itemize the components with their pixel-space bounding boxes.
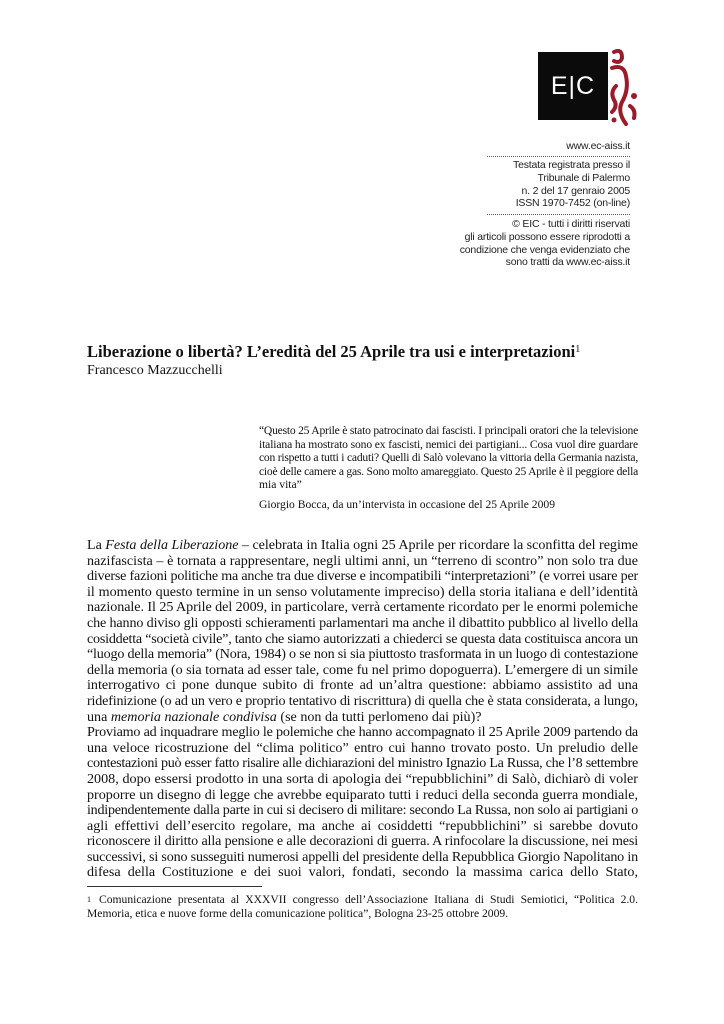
text-segment: proporre un disegno di legge che avrebbe equiparato tutti i reduci della seconda guerra mondiale,	[87, 786, 638, 803]
text-line	[87, 756, 638, 772]
text-segment: contestazioni può esser fatto risalire alle dichiarazioni del ministro Ignazio La Russa, che l’8 settembre	[87, 755, 638, 772]
text-segment: La	[87, 537, 106, 553]
italic-text: Festa della Liberazione	[105, 537, 239, 553]
text-segment: indipendentemente dalla parte in cui si decisero di militare: secondo La Russa, non solo ai partigiani o	[87, 802, 638, 819]
text-segment: nazifascista – è tornata a rappresentare, negli ultimi anni, un “terreno di scontro” non solo tra due	[87, 552, 638, 569]
text-segment: cosiddetta “società civile”, tanto che siamo autorizzati a chiederci se questa data costituisca ancora un	[87, 630, 638, 647]
epigraph-quote	[259, 424, 638, 492]
text-segment: successivi, si sono susseguiti numerosi appelli del presidente della Repubblica Giorgio Napolitano in	[87, 848, 638, 865]
quote-line: mia vita”	[259, 478, 302, 491]
article-title	[87, 342, 580, 361]
text-segment: ridefinizione (o ad un vero e proprio tentativo di riscrittura) di quella che è stata considerata, a lungo,	[87, 692, 638, 709]
footnote-line: Memoria, etica e nuove forme della comunicazione politica”, Bologna 23-25 ottobre 2009.	[87, 907, 509, 921]
text-segment: Proviamo ad inquadrare meglio le polemiche che hanno accompagnato il 25 Aprile 2009 partendo da	[87, 724, 638, 741]
text-segment: – celebrata in Italia ogni 25 Aprile per ricordare la sconfitta del regime	[238, 537, 638, 553]
text-line	[87, 819, 638, 835]
rights-line: © EIC - tutti i diritti riservati	[512, 218, 630, 230]
rights-info	[390, 218, 630, 269]
text-line	[87, 710, 638, 726]
text-line	[87, 647, 638, 663]
registration-line: Tribunale di Palermo	[537, 171, 630, 184]
text-segment: “luogo della memoria” (Nora, 1984) o se non si sia piuttosto trasformata in un luogo di contestazione	[87, 646, 638, 663]
text-segment: diverse fazioni politiche ma anche tra due diverse e incompatibili “interpretazioni” (e vorrei usare per	[87, 568, 638, 585]
rights-line: condizione che venga evidenziato che	[459, 243, 630, 256]
text-line	[87, 694, 638, 710]
paragraph	[87, 538, 638, 725]
footnote	[87, 893, 638, 921]
registration-line: Testata registrata presso il	[513, 159, 630, 171]
registration-info	[390, 159, 630, 210]
registration-line: n. 2 del 17 genraio 2005	[521, 184, 630, 197]
quote-line: cioè delle camere a gas. Sono molto amareggiato. Questo 25 Aprile è il peggiore della	[259, 464, 638, 478]
text-line	[87, 772, 638, 788]
text-line	[87, 850, 638, 866]
text-segment: nazionale. Il 25 Aprile del 2009, in particolare, verrà certamente ricordato per le enormi polemiche	[87, 599, 638, 616]
text-segment: riconoscere il diritto alla pensione e alle decorazioni di guerra. A rinfocolare la discussione, nei mesi	[87, 833, 638, 850]
text-segment: una veloce ricostruzione del “clima politico” entro cui hanno trovato posto. Un preludio delle	[87, 739, 638, 756]
dotted-divider	[487, 156, 630, 157]
text-line	[87, 834, 638, 850]
text-segment: della memoria (o sia tornata ad esser tale, come fu nel primo dopoguerra). L’emergere di un simile	[87, 661, 638, 678]
text-line	[87, 585, 638, 601]
text-line	[87, 632, 638, 648]
footnote-divider	[87, 886, 262, 887]
text-line	[87, 725, 638, 741]
quote-line: con rispetto a tutti i caduti? Quelli di Salò volevano la vittoria della Germania nazista,	[259, 451, 638, 464]
rights-line: gli articoli possono essere riprodotti a	[464, 230, 630, 243]
text-line	[87, 803, 638, 819]
text-segment: (se non da tutti perlomeno dai più)?	[276, 708, 482, 725]
footnote-line	[87, 893, 638, 907]
text-segment: il momento questo termine in un senso volutamente impreciso) della storia italiana e dell’identità	[87, 583, 638, 600]
epigraph-attribution: Giorgio Bocca, da un’intervista in occasione del 25 Aprile 2009	[259, 498, 555, 511]
title-text: Liberazione o libertà? L’eredità del 25 Aprile tra usi e interpretazioni	[87, 342, 576, 361]
rights-line: sono tratti da www.ec-aiss.it	[505, 256, 630, 269]
registration-line: ISSN 1970-7452 (on-line)	[515, 197, 630, 210]
text-segment: 2008, dopo essersi prodotto in una sorta di apologia dei “repubblichini” di Salò, dichiarò di voler	[87, 770, 638, 787]
text-line	[87, 788, 638, 804]
text-line	[87, 678, 638, 694]
logo-text: E|C	[550, 71, 596, 100]
quote-line: italiana ha mostrato sono ex fascisti, nemici dei partigiani... Cosa vuol dire guardare	[259, 437, 638, 451]
text-segment: agli effettivi dell’esercito regolare, ma anche ai cosiddetti “repubblichini” si sarebbe dovuto	[87, 817, 638, 834]
text-segment: interrogativo ci pone dunque subito di fronte ad un’altra questione: abbiamo assistito ad una	[87, 677, 638, 694]
ec-logo	[538, 52, 608, 120]
logo-ornament-icon	[606, 46, 642, 128]
text-line	[87, 663, 638, 679]
quote-line: “Questo 25 Aprile è stato patrocinato dai fascisti. I principali oratori che la televisione	[259, 424, 638, 437]
text-line	[87, 600, 638, 616]
text-segment: una	[87, 708, 111, 725]
text-line	[87, 741, 638, 757]
footnote-ref[interactable]: 1	[575, 344, 581, 355]
footnote-number: 1	[87, 895, 91, 904]
body-text	[87, 538, 638, 881]
footnote-text: Comunicazione presentata al XXXVII congresso dell’Associazione Italiana di Studi Semiotici, “Politica 2.0.	[99, 893, 638, 906]
text-segment: che hanno diviso gli opposti schieramenti parlamentari ma anche il dibattito pubblico al livello della	[87, 614, 638, 631]
text-line	[87, 569, 638, 585]
italic-text: memoria nazionale condivisa	[110, 708, 277, 725]
text-line	[87, 865, 638, 881]
website-link[interactable]: www.ec-aiss.it	[566, 140, 630, 152]
text-segment: difesa della Costituzione e dei suoi valori, fondati, secondo la massima carica dello Stato,	[87, 864, 638, 881]
text-line	[87, 538, 638, 554]
text-line	[87, 616, 638, 632]
author-name: Francesco Mazzucchelli	[87, 363, 223, 378]
dotted-divider	[487, 214, 630, 215]
text-line	[87, 554, 638, 570]
paragraph	[87, 725, 638, 881]
